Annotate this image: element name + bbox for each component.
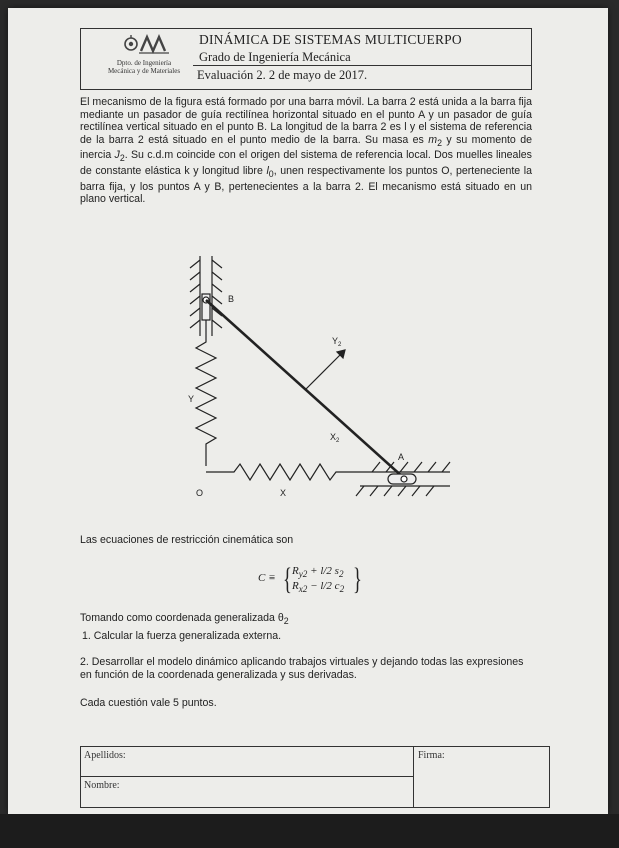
question-2: 2. Desarrollar el modelo dinámico aplicando trabajos virtuales y dejando todas las expresiones en función de la coordenada generalizada y sus derivadas. — [80, 656, 524, 681]
left-brace: { — [282, 561, 292, 596]
horizontal-spring — [206, 464, 360, 480]
header-box — [80, 28, 532, 90]
dept-line-2: Mecánica y de Materiales — [107, 67, 181, 75]
hguide-hatching-top — [372, 462, 450, 472]
exam-date: Evaluación 2. 2 de mayo de 2017. — [197, 68, 368, 82]
university-logo-icon — [117, 33, 177, 59]
department-name — [85, 59, 203, 75]
surname-field[interactable]: Apellidos: — [84, 750, 126, 761]
course-title: DINÁMICA DE SISTEMAS MULTICUERPO — [199, 32, 462, 47]
right-brace: } — [352, 561, 362, 596]
pin-a — [401, 476, 407, 482]
equation-row-1: $R_{y2} + l/2$ $s_2$ — [292, 565, 344, 580]
signature-field[interactable]: Firma: — [418, 750, 445, 761]
table-vertical-rule — [413, 747, 414, 807]
question-1: 1. Calcular la fuerza generalizada externa. — [82, 630, 282, 642]
guide-hatching-left — [190, 260, 200, 328]
bottom-background — [0, 814, 619, 848]
y2-axis — [305, 350, 345, 390]
mechanism-diagram — [160, 250, 460, 506]
label-a: A — [398, 452, 405, 462]
guide-hatching-right — [212, 260, 222, 328]
equation-row-2: $R_{x2} - l/2$ $c_2$ — [292, 580, 345, 595]
degree-name: Grado de Ingeniería Mecánica — [199, 50, 351, 64]
name-field[interactable]: Nombre: — [84, 780, 120, 791]
dept-line-1: Dpto. de Ingeniería — [116, 59, 172, 67]
generalized-coordinate: Tomando como coordenada generalizada $\theta_2$ — [80, 612, 289, 627]
label-y2: $Y_2$ — [332, 336, 342, 348]
label-x2: $X_2$ — [330, 432, 340, 444]
constraint-intro: Las ecuaciones de restricción cinemática son — [80, 534, 294, 546]
vertical-spring — [196, 320, 216, 466]
constraint-equation — [258, 562, 378, 600]
label-y: Y — [188, 394, 195, 404]
student-info-table — [80, 746, 550, 808]
label-o: O — [196, 488, 204, 498]
bar-2 — [206, 300, 404, 478]
label-b: B — [228, 294, 235, 304]
hguide-hatching-bottom — [356, 486, 434, 496]
header-divider — [193, 65, 531, 66]
equation-lhs: C ≡ — [258, 572, 276, 584]
label-x: X — [280, 488, 287, 498]
points-note: Cada cuestión vale 5 puntos. — [80, 697, 217, 709]
problem-statement: El mecanismo de la figura está formado por una barra móvil. La barra 2 está unida a la barra fija mediante un pasador de guía rectilínea horizontal situado en el punto A y un pasador de guía rectilínea vertical situado en el punto B. La longitud de la barra 2 es l y el sistema de referencia de la barra 2 está situado en el punto medio de la barra. Su masa es $m_2$ y su momento de inercia $J_2$. Su c.d.m coincide con el origen del sistema de referencia local. Dos muelles lineales de constante elástica k y longitud libre $l_0$, unen respectivamente los puntos O, perteneciente la barra fija, y los puntos A y B, pertenecientes a la barra 2. El mecanismo está situado en un plano vertical. — [80, 96, 532, 206]
table-horizontal-rule — [81, 776, 413, 777]
